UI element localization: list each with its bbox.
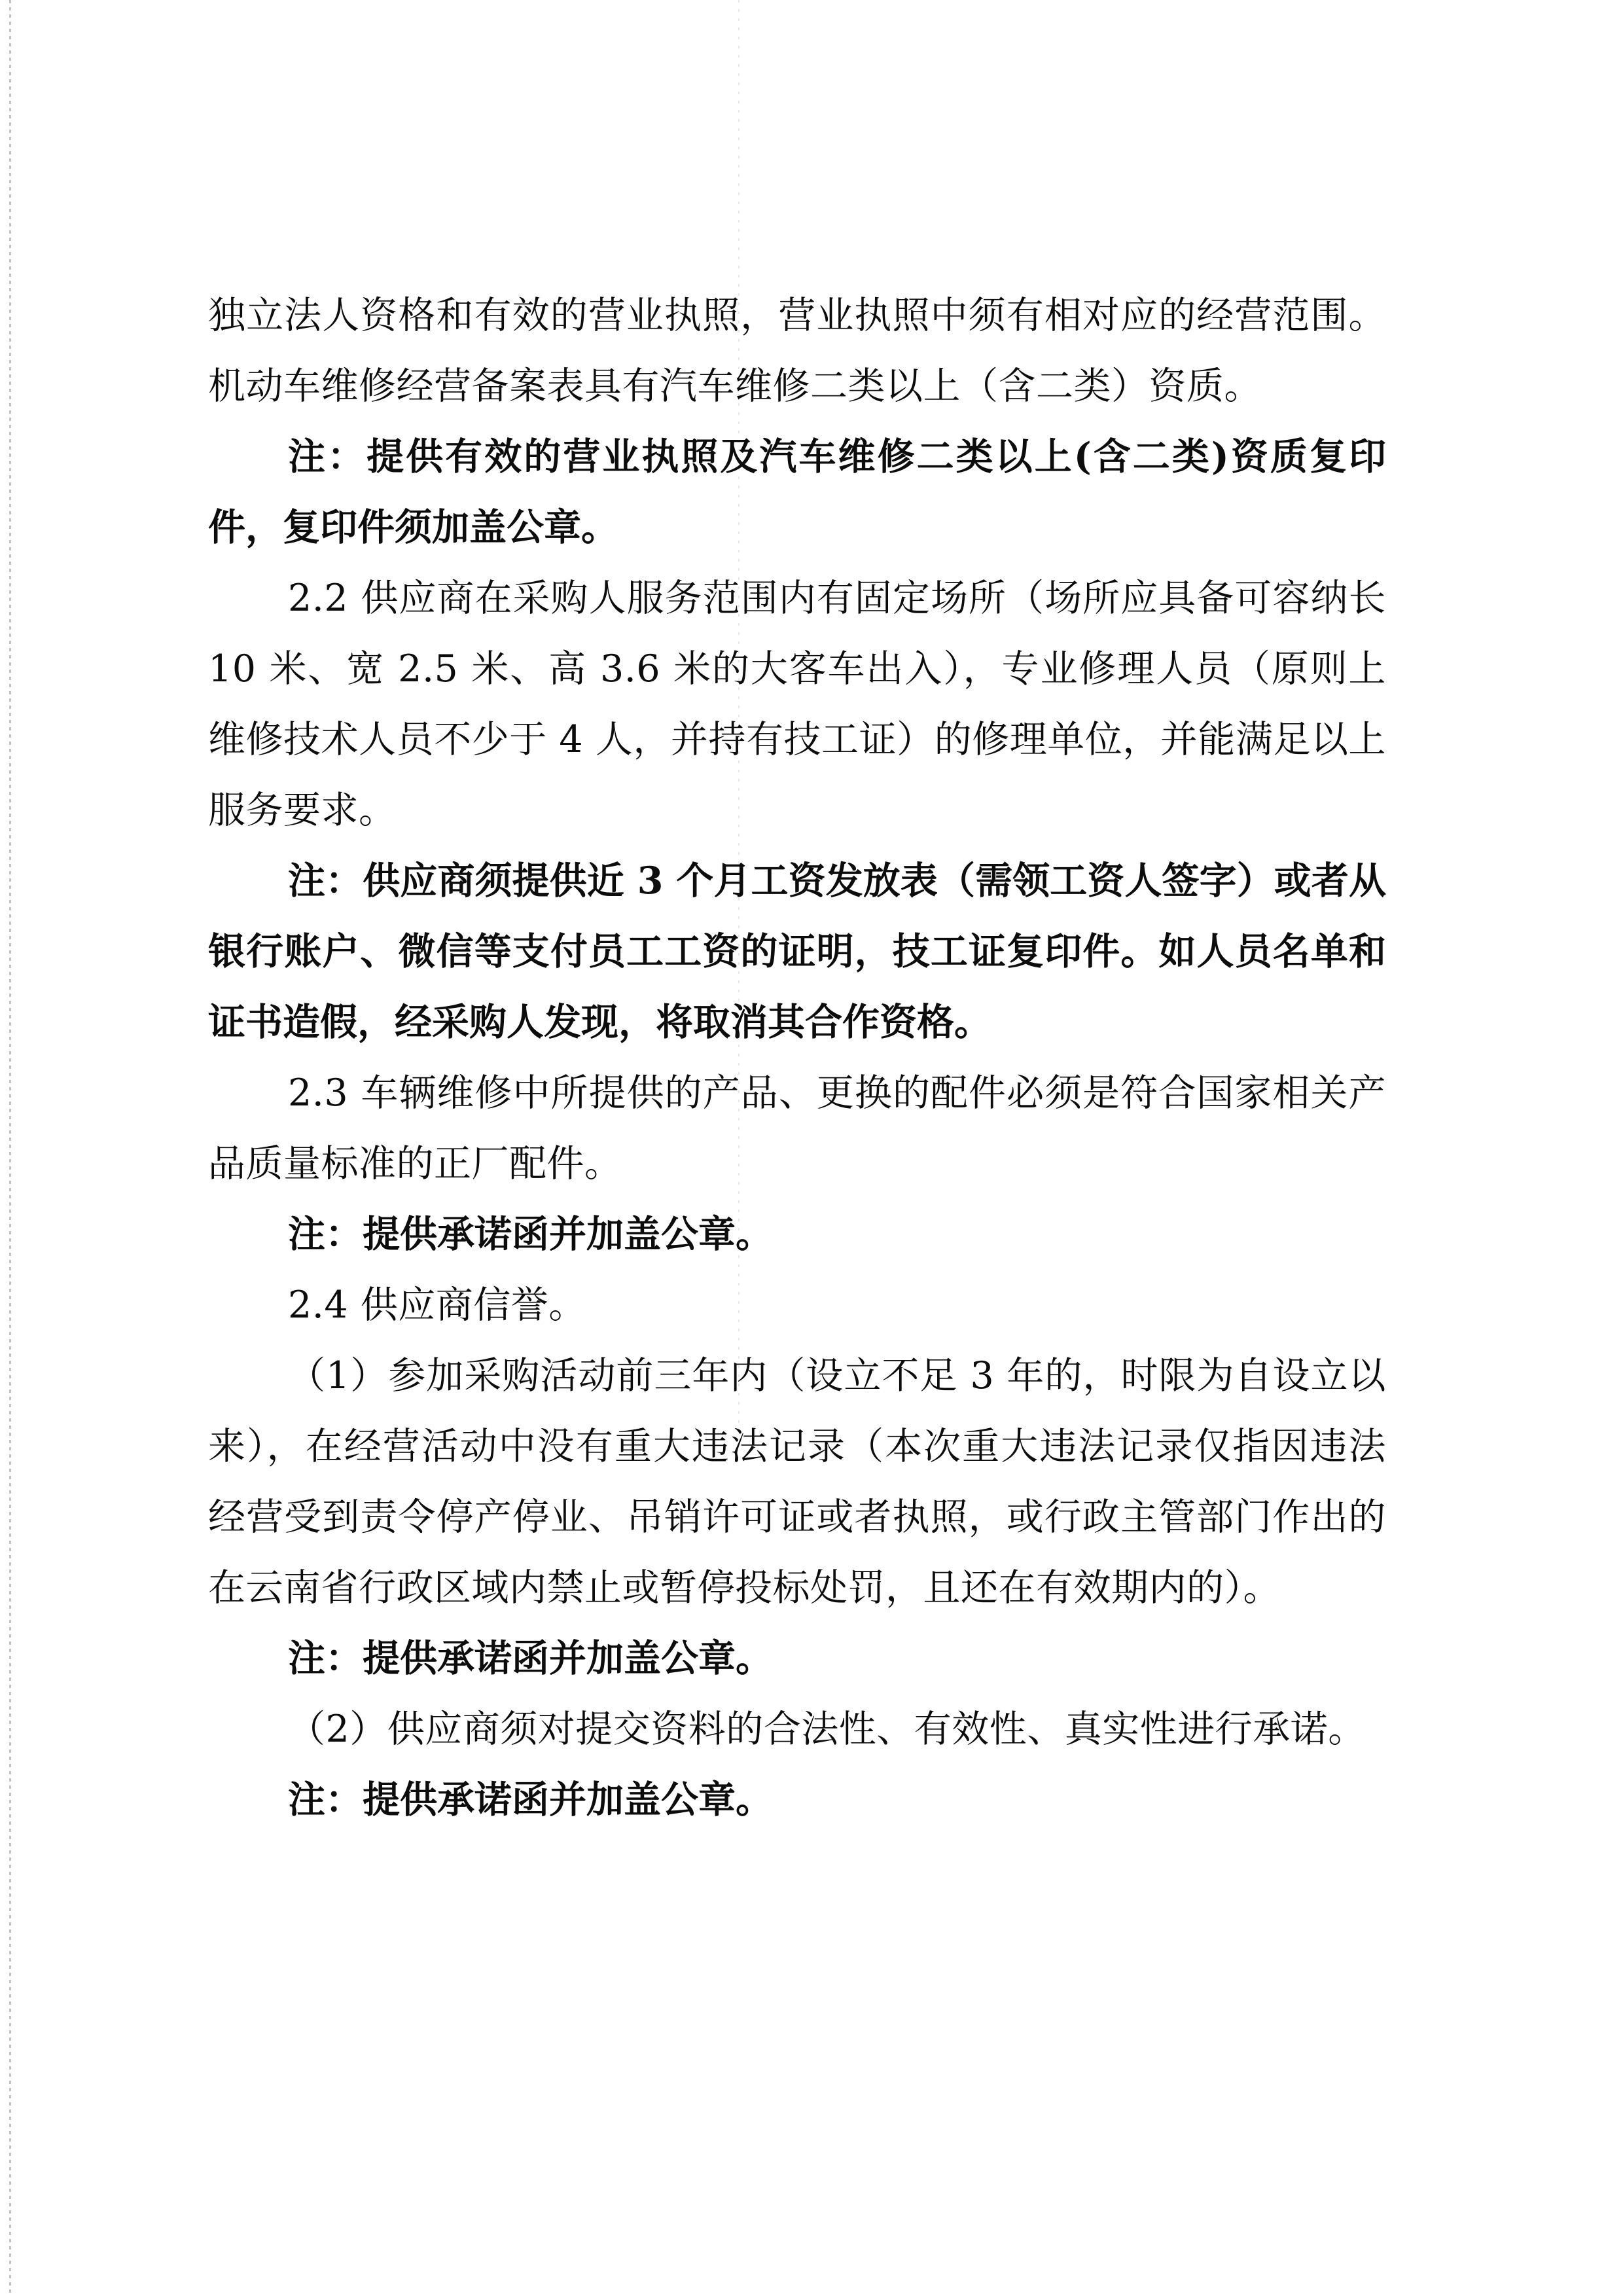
paragraph-item-2-4-1: （1）参加采购活动前三年内（设立不足 3 年的，时限为自设立以来），在经营活动中没有重大违法记录（本次重大违法记录仅指因违法经营受到责令停产停业、吊销许可证或者执照，或行政主管部门作出的在云南省行政区域内禁止或暂停投标处罚，且还在有效期内的）。 [208, 1354, 1386, 1609]
scan-edge-artifact [9, 0, 11, 2296]
paragraph-note-3: 注：提供承诺函并加盖公章。 [288, 1212, 773, 1256]
paragraph-note-5: 注：提供承诺函并加盖公章。 [288, 1778, 773, 1821]
paragraph-note-2: 注：供应商须提供近 3 个月工资发放表（需领工资人签字）或者从银行账户、微信等支付员工工资的证明，技工证复印件。如人员名单和证书造假，经采购人发现，将取消其合作资格。 [208, 859, 1386, 1044]
document-text-body [208, 280, 1386, 1835]
paragraph-item-2-2: 2.2 供应商在采购人服务范围内有固定场所（场所应具备可容纳长 10 米、宽 2.5 米、高 3.6 米的大客车出入），专业修理人员（原则上维修技术人员不少于 4 人，并持有技工证）的修理单位，并能满足以上服务要求。 [208, 577, 1386, 832]
paragraph-item-2-4: 2.4 供应商信誉。 [288, 1283, 586, 1327]
paragraph-note-4: 注：提供承诺函并加盖公章。 [288, 1636, 773, 1680]
paragraph-item-2-4-2: （2）供应商须对提交资料的合法性、有效性、真实性进行承诺。 [288, 1708, 1366, 1751]
paragraph-item-2-3: 2.3 车辆维修中所提供的产品、更换的配件必须是符合国家相关产品质量标准的正厂配件。 [208, 1071, 1386, 1185]
paragraph-note-1: 注：提供有效的营业执照及汽车维修二类以上(含二类)资质复印件，复印件须加盖公章。 [208, 435, 1386, 549]
paragraph-continued-qualification: 独立法人资格和有效的营业执照，营业执照中须有相对应的经营范围。机动车维修经营备案表具有汽车维修二类以上（含二类）资质。 [208, 294, 1386, 408]
